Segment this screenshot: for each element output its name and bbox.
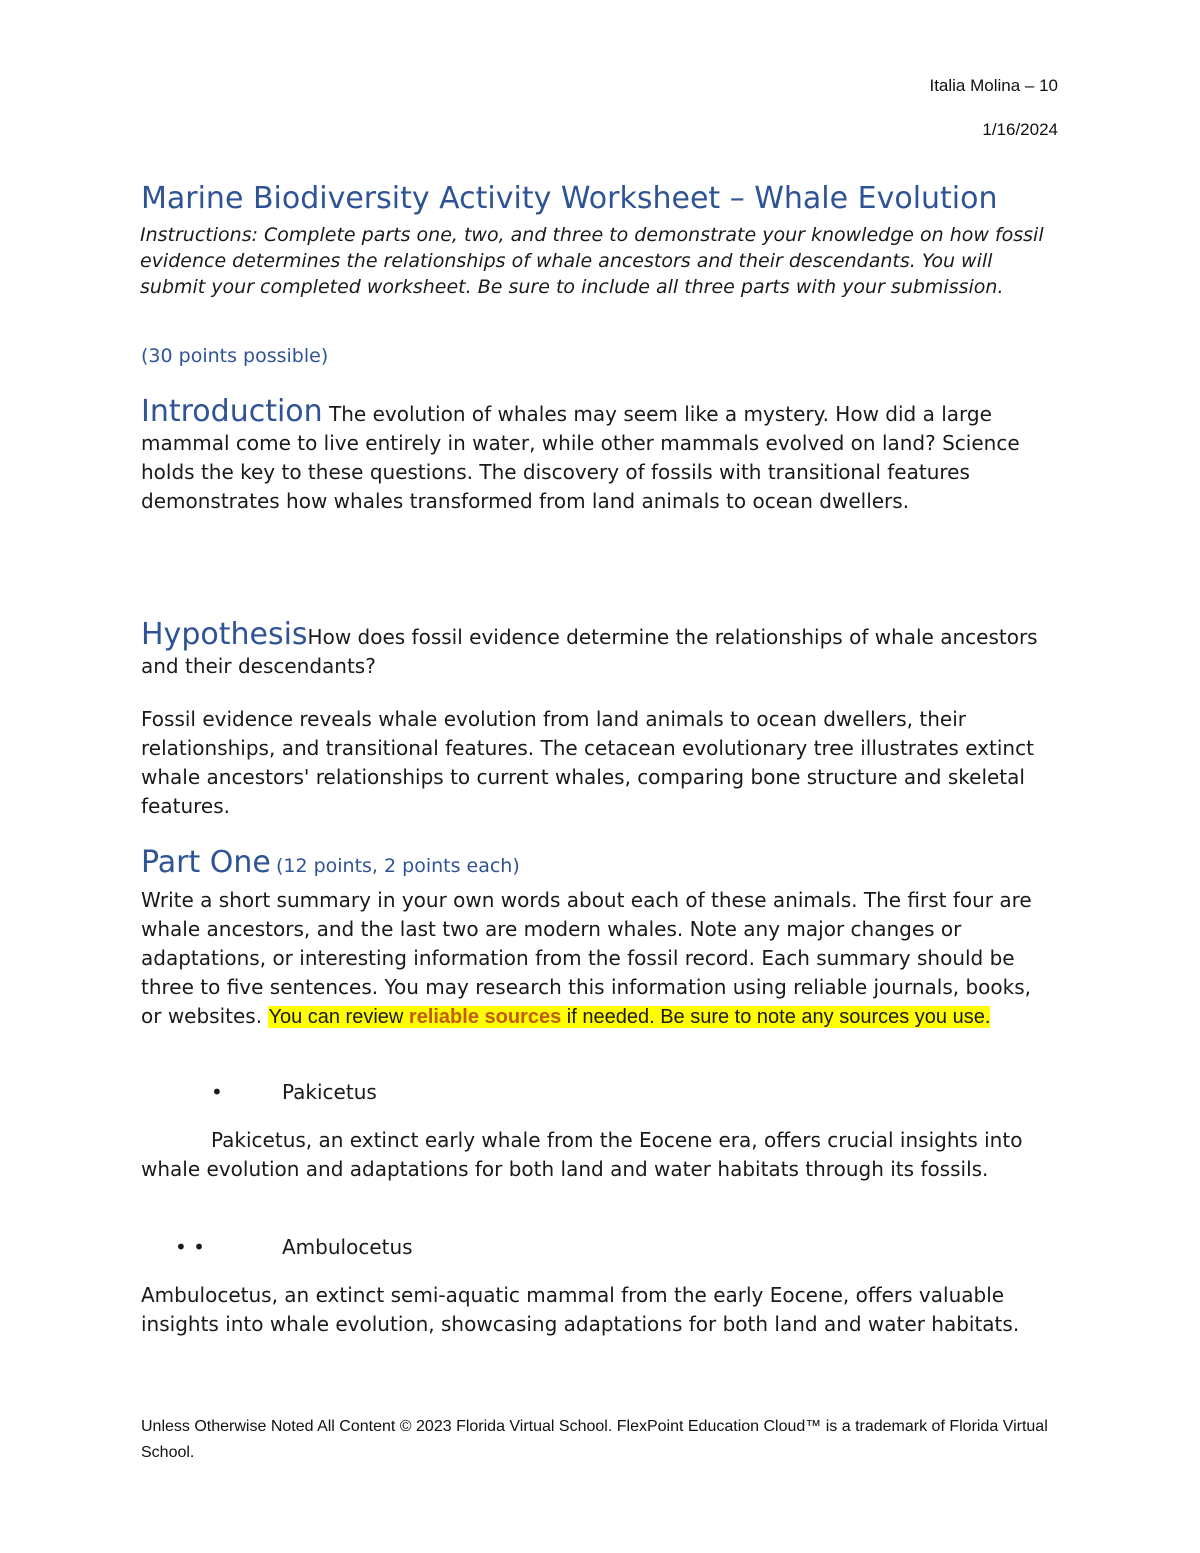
introduction-section: [141, 394, 1061, 516]
animal-summary: Pakicetus, an extinct early whale from the Eocene era, offers crucial insights into whale evolution and adaptations for both land and water habitats through its fossils.: [141, 1128, 1023, 1181]
hypothesis-section: [141, 617, 1041, 681]
list-item: [211, 1078, 451, 1107]
points-possible: (30 points possible): [141, 345, 329, 367]
bullet: •: [211, 1080, 223, 1104]
part-one-text: Write a short summary in your own words about each of these animals. The first four are whale ancestors, and the last two are modern whales. Note any major changes or adaptations, or interesting information from the fossil record. Each summary should be three to five sentences. You may research this information using reliable journals, books, or websites.: [141, 888, 1032, 1028]
header-student-name: Italia Molina – 10: [929, 76, 1058, 95]
bullet: • •: [175, 1235, 205, 1259]
part-one-heading-line: [141, 845, 520, 880]
animal-summary: Ambulocetus, an extinct semi-aquatic mammal from the early Eocene, offers valuable insights into whale evolution, showcasing adaptations for both land and water habitats.: [141, 1283, 1020, 1336]
introduction-heading: Introduction: [141, 394, 323, 429]
hypothesis-answer: Fossil evidence reveals whale evolution from land animals to ocean dwellers, their relationships, and transitional features. The cetacean evolutionary tree illustrates extinct whale ancestors' relationships to current whales, comparing bone structure and skeletal features.: [141, 707, 1034, 818]
list-item: [175, 1233, 455, 1262]
instructions: Instructions: Complete parts one, two, and three to demonstrate your knowledge on how fossil evidence determines the relationships of whale ancestors and their descendants. You will submit your completed worksheet. Be sure to include all three parts with your submission.: [140, 224, 1044, 298]
header-date: 1/16/2024: [982, 120, 1058, 139]
part-one-instructions: [141, 886, 1051, 1032]
introduction-text: The evolution of whales may seem like a mystery. How did a large mammal come to live entirely in water, while other mammals evolved on land? Science holds the key to these questions. The discovery of fossils with transitional features demonstrates how whales transformed from land animals to ocean dwellers.: [141, 402, 1020, 513]
hypothesis-question: How does fossil evidence determine the relationships of whale ancestors and their descendants?: [141, 625, 1038, 678]
part-one-points: (12 points, 2 points each): [275, 855, 520, 877]
footer-copyright: Unless Otherwise Noted All Content © 2023 Florida Virtual School. FlexPoint Education Cloud™ is a trademark of Florida Virtual School.: [141, 1418, 1048, 1461]
animal-name: Pakicetus: [282, 1080, 377, 1104]
hypothesis-heading: Hypothesis: [141, 617, 308, 652]
reliable-sources-link[interactable]: reliable sources: [408, 1006, 562, 1028]
document-title: Marine Biodiversity Activity Worksheet – Whale Evolution: [141, 181, 998, 216]
highlighted-note: You can review reliable sources if needed. Be sure to note any sources you use.: [268, 1006, 991, 1028]
part-one-heading: Part One: [141, 845, 271, 880]
animal-name: Ambulocetus: [282, 1235, 413, 1259]
